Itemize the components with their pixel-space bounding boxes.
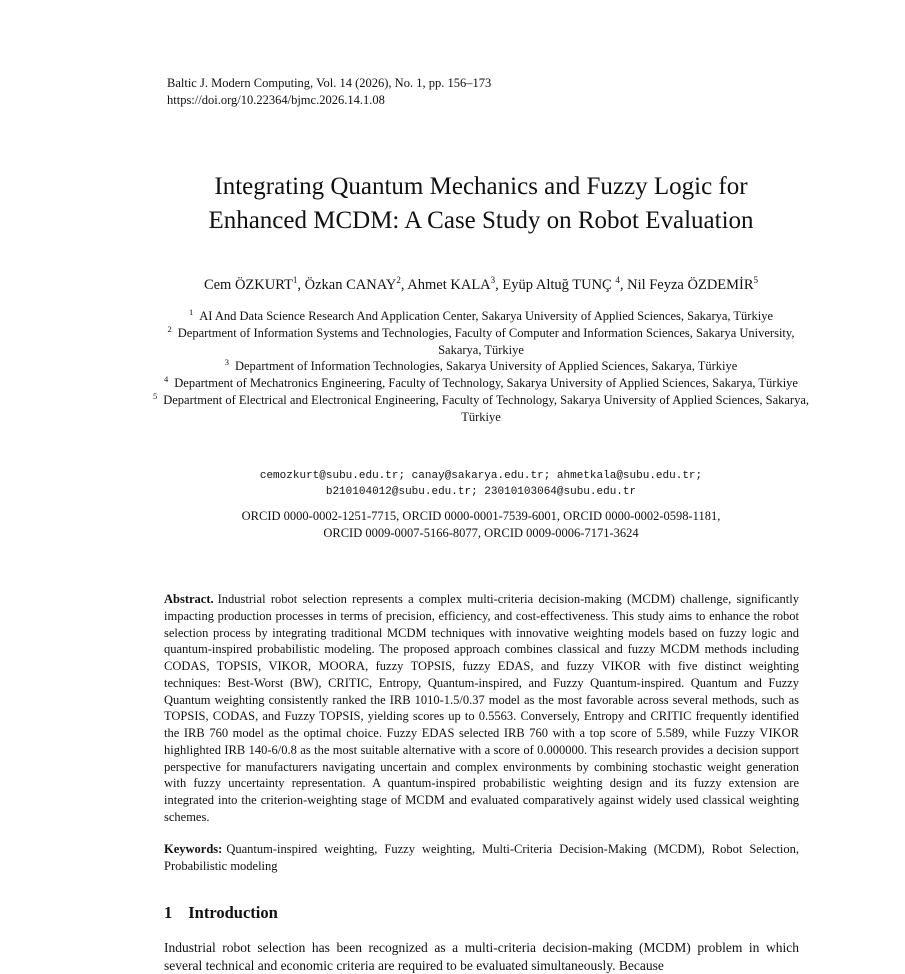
author-affiliation-mark: 5 <box>753 275 759 286</box>
author: Özkan CANAY$^2$, <box>304 275 408 293</box>
affiliation-mark: 2 <box>167 323 172 334</box>
keywords-label: Keywords: <box>164 842 223 856</box>
author-affiliation-mark: 2 <box>396 275 401 286</box>
affiliation-mark: 1 <box>188 306 194 317</box>
author-list <box>100 275 862 295</box>
affiliation-item <box>150 375 812 392</box>
author: Nil Feyza ÖZDEMİR$^5$ <box>627 275 759 293</box>
journal-header <box>167 75 491 109</box>
introduction-paragraph: Industrial robot selection has been recognized as a multi-criteria decision-making (MCDM) problem in which several technical and economic criteria are required to be evaluated simultaneously. Because <box>164 940 799 973</box>
affiliation-text: AI And Data Science Research And Application Center, Sakarya University of Applied Sciences, Sakarya, Türkiye <box>199 309 773 323</box>
affiliation-mark: 3 <box>224 357 229 368</box>
affiliation-mark: 4 <box>164 374 169 385</box>
abstract-label: Abstract. <box>164 592 214 606</box>
title-line-2: Enhanced MCDM: A Case Study on Robot Evaluation <box>208 207 754 234</box>
author: Ahmet KALA$^3$, <box>407 275 503 293</box>
email-line-1[interactable]: cemozkurt@subu.edu.tr; canay@sakarya.edu.tr; ahmetkala@subu.edu.tr; <box>259 470 703 482</box>
section-heading-introduction <box>164 902 278 924</box>
email-line-2[interactable]: b210104012@subu.edu.tr; 23010103064@subu.edu.tr <box>325 486 637 498</box>
keywords <box>164 841 799 875</box>
section-number: 1 <box>164 903 173 922</box>
affiliation-item <box>150 308 812 325</box>
affiliation-text: Department of Information Systems and Technologies, Faculty of Computer and Information Sciences, Sakarya University, Sakarya, Türkiye <box>177 325 795 357</box>
affiliation-item <box>150 392 812 426</box>
journal-citation: Baltic J. Modern Computing, Vol. 14 (2026), No. 1, pp. 156–173 <box>167 76 492 90</box>
author-affiliation-mark: 3 <box>490 275 496 286</box>
author: Eyüp Altuğ TUNÇ $^4$, <box>502 275 628 293</box>
author-affiliation-mark: 1 <box>292 275 298 286</box>
author-emails <box>150 468 812 500</box>
orcid-list <box>150 508 812 541</box>
title-line-1: Integrating Quantum Mechanics and Fuzzy Logic for <box>214 173 748 200</box>
author: Cem ÖZKURT$^1$, <box>203 275 305 293</box>
section-title: Introduction <box>188 903 278 922</box>
paper-title <box>100 170 862 238</box>
affiliation-mark: 5 <box>152 390 158 401</box>
affiliation-text: Department of Information Technologies, Sakarya University of Applied Sciences, Sakarya, Türkiye <box>234 359 738 374</box>
abstract <box>164 591 799 826</box>
author-affiliation-mark: 4 <box>615 275 620 286</box>
affiliation-text: Department of Mechatronics Engineering, Faculty of Technology, Sakarya University of Applied Sciences, Sakarya, Türkiye <box>174 376 798 391</box>
affiliation-list <box>150 308 812 426</box>
affiliation-item <box>150 358 812 375</box>
doi-link[interactable]: https://doi.org/10.22364/bjmc.2026.14.1.08 <box>167 93 385 107</box>
abstract-text: Industrial robot selection represents a complex multi-criteria decision-making (MCDM) challenge, significantly impacting production processes in terms of precision, efficiency, and cost-effectiveness. This study aims to enhance the robot selection process by integrating traditional MCDM techniques with innovative weighting models based on fuzzy logic and quantum-inspired probabilistic modeling. The proposed approach combines classical and fuzzy MCDM methods including CODAS, TOPSIS, VIKOR, MOORA, fuzzy TOPSIS, fuzzy EDAS, and fuzzy VIKOR with five distinct weighting techniques: Best-Worst (BW), CRITIC, Entropy, Quantum-inspired, and Fuzzy Quantum-inspired. Quantum and Fuzzy Quantum weighting consistently ranked the IRB 1010-1.5/0.37 model as the most favorable across several methods, such as TOPSIS, CODAS, and Fuzzy TOPSIS, yielding scores up to 0.5563. Conversely, Entropy and CRITIC frequently identified the IRB 760 model as the optimal choice. Fuzzy EDAS selected IRB 760 with a top score of 5.589, while Fuzzy VIKOR highlighted IRB 140-6/0.8 as the most suitable alternative with a score of 0.000000. This research provides a decision support perspective for manufacturers navigating uncertain and complex environments by combining stochastic weight generation with fuzzy uncertainty representation. A quantum-inspired probabilistic weighting design and its fuzzy extension are integrated into the criterion-weighting stage of MCDM and evaluated comparatively against widely used classical weighting schemes. <box>164 592 799 824</box>
affiliation-text: Department of Electrical and Electronical Engineering, Faculty of Technology, Sakarya University of Applied Sciences, Sakarya, Türkiye <box>163 392 810 424</box>
keywords-text: Quantum-inspired weighting, Fuzzy weighting, Multi-Criteria Decision-Making (MCDM), Robot Selection, Probabilistic modeling <box>164 842 799 873</box>
orcid-line-2: ORCID 0009-0007-5166-8077, ORCID 0009-0006-7171-3624 <box>323 525 639 540</box>
affiliation-item <box>150 325 812 359</box>
orcid-line-1: ORCID 0000-0002-1251-7715, ORCID 0000-0001-7539-6001, ORCID 0000-0002-0598-1181, <box>241 509 721 523</box>
